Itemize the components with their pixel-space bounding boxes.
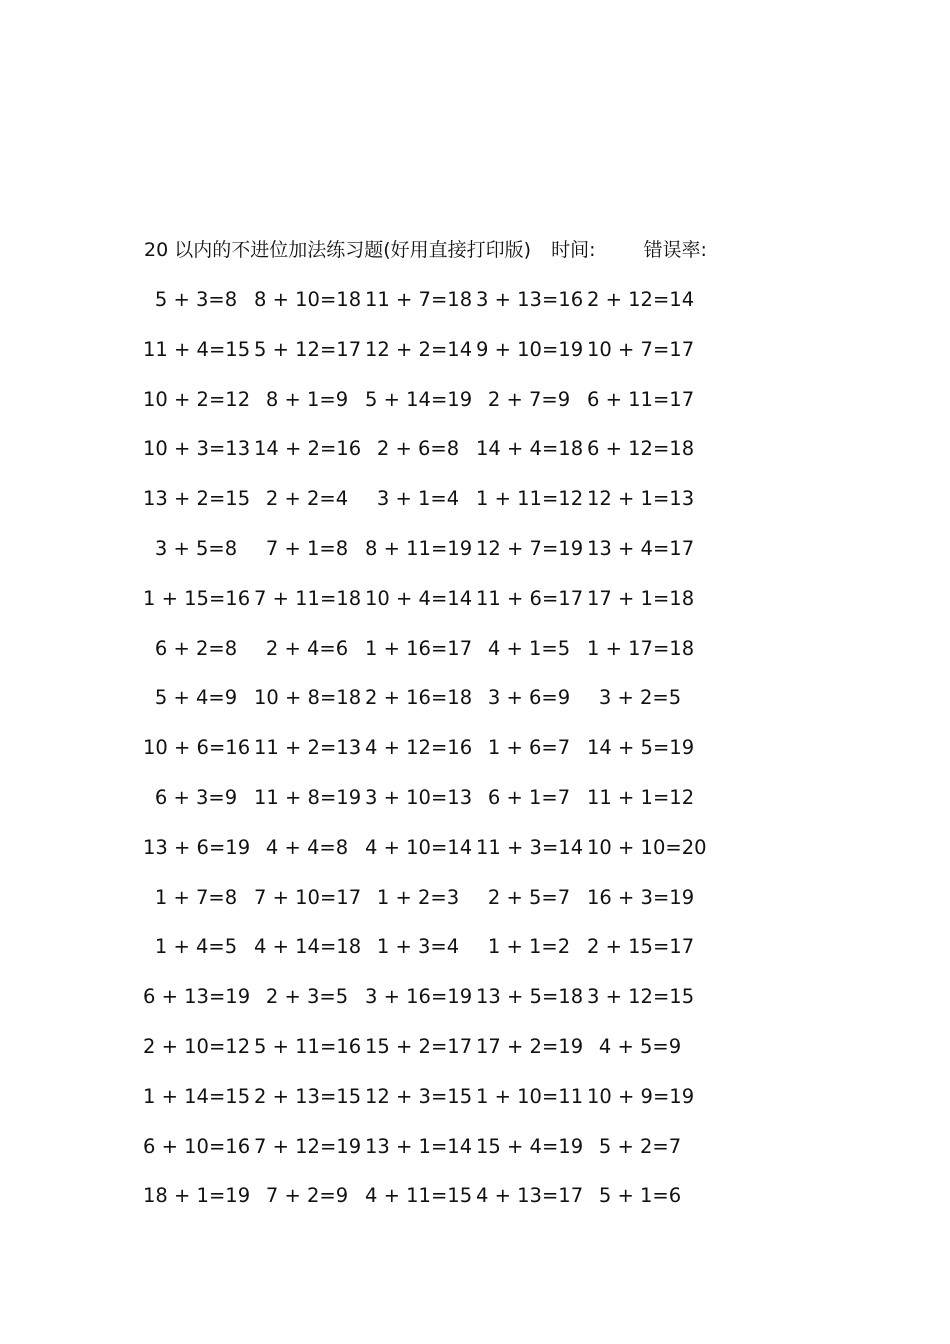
addition-problem: 3 + 16=19	[365, 985, 473, 1009]
addition-problem: 2 + 7=9	[487, 387, 571, 411]
addition-problem: 4 + 1=5	[487, 636, 571, 660]
addition-problem: 10 + 3=13	[143, 437, 251, 461]
addition-problem: 1 + 14=15	[143, 1084, 251, 1108]
addition-problem: 6 + 13=19	[143, 985, 251, 1009]
addition-problem: 14 + 2=16	[254, 437, 362, 461]
addition-problem: 13 + 5=18	[476, 985, 584, 1009]
addition-problem: 8 + 10=18	[254, 288, 362, 311]
addition-problem: 4 + 5=9	[598, 1034, 682, 1058]
problem-row	[0, 385, 950, 435]
addition-problem: 6 + 2=8	[154, 636, 238, 660]
problem-row	[0, 1032, 950, 1082]
addition-problem: 1 + 11=12	[476, 487, 584, 511]
problem-row	[0, 932, 950, 982]
addition-problem: 9 + 10=19	[476, 337, 584, 361]
problem-row	[0, 634, 950, 684]
addition-problem: 15 + 4=19	[476, 1134, 584, 1158]
worksheet-header	[144, 235, 707, 265]
addition-problem: 12 + 2=14	[365, 337, 473, 361]
addition-problem: 2 + 16=18	[365, 686, 473, 710]
addition-problem: 3 + 13=16	[476, 288, 584, 311]
addition-problem: 6 + 1=7	[487, 785, 571, 809]
problem-row	[0, 982, 950, 1032]
addition-problem: 12 + 1=13	[587, 487, 695, 511]
addition-problem: 4 + 14=18	[254, 935, 362, 959]
addition-problem: 3 + 5=8	[154, 536, 238, 560]
addition-problem: 1 + 16=17	[365, 636, 473, 660]
addition-problem: 11 + 6=17	[476, 586, 584, 610]
addition-problem: 4 + 4=8	[265, 835, 349, 859]
addition-problem: 2 + 4=6	[265, 636, 349, 660]
addition-problem: 5 + 4=9	[154, 686, 238, 710]
addition-problem: 11 + 8=19	[254, 785, 362, 809]
problem-row	[0, 883, 950, 933]
addition-problem: 10 + 10=20	[587, 835, 707, 859]
addition-problem: 1 + 17=18	[587, 636, 695, 660]
addition-problem: 5 + 2=7	[598, 1134, 682, 1158]
addition-problem: 11 + 4=15	[143, 337, 251, 361]
error-rate-label: 错误率:	[643, 239, 707, 261]
addition-problem: 1 + 7=8	[154, 885, 238, 909]
problem-row	[0, 584, 950, 634]
addition-problem: 1 + 2=3	[376, 885, 460, 909]
addition-problem: 2 + 5=7	[487, 885, 571, 909]
addition-problem: 11 + 7=18	[365, 288, 473, 311]
problem-row	[0, 683, 950, 733]
addition-problem: 5 + 14=19	[365, 387, 473, 411]
problem-row	[0, 1181, 950, 1231]
problem-grid	[0, 285, 950, 1231]
addition-problem: 3 + 6=9	[487, 686, 571, 710]
addition-problem: 10 + 8=18	[254, 686, 362, 710]
problem-row	[0, 484, 950, 534]
addition-problem: 5 + 11=16	[254, 1034, 362, 1058]
addition-problem: 3 + 10=13	[365, 785, 473, 809]
addition-problem: 1 + 6=7	[487, 736, 571, 760]
addition-problem: 15 + 2=17	[365, 1034, 473, 1058]
addition-problem: 7 + 10=17	[254, 885, 362, 909]
time-label: 时间:	[551, 239, 596, 261]
addition-problem: 6 + 3=9	[154, 785, 238, 809]
addition-problem: 5 + 3=8	[154, 288, 238, 311]
addition-problem: 3 + 1=4	[376, 487, 460, 511]
addition-problem: 14 + 5=19	[587, 736, 695, 760]
problem-row	[0, 285, 950, 335]
addition-problem: 2 + 3=5	[265, 985, 349, 1009]
addition-problem: 1 + 10=11	[476, 1084, 584, 1108]
addition-problem: 5 + 1=6	[598, 1184, 682, 1208]
addition-problem: 7 + 2=9	[265, 1184, 349, 1208]
addition-problem: 17 + 2=19	[476, 1034, 584, 1058]
problem-row	[0, 733, 950, 783]
problem-row	[0, 1132, 950, 1182]
addition-problem: 13 + 2=15	[143, 487, 251, 511]
addition-problem: 2 + 6=8	[376, 437, 460, 461]
addition-problem: 4 + 10=14	[365, 835, 473, 859]
addition-problem: 8 + 1=9	[265, 387, 349, 411]
addition-problem: 13 + 4=17	[587, 536, 695, 560]
addition-problem: 2 + 12=14	[587, 288, 695, 311]
addition-problem: 6 + 10=16	[143, 1134, 251, 1158]
addition-problem: 5 + 12=17	[254, 337, 362, 361]
problem-row	[0, 833, 950, 883]
addition-problem: 16 + 3=19	[587, 885, 695, 909]
addition-problem: 11 + 1=12	[587, 785, 695, 809]
addition-problem: 2 + 2=4	[265, 487, 349, 511]
addition-problem: 4 + 13=17	[476, 1184, 584, 1208]
problem-row	[0, 783, 950, 833]
addition-problem: 4 + 11=15	[365, 1184, 473, 1208]
problem-row	[0, 1082, 950, 1132]
addition-problem: 17 + 1=18	[587, 586, 695, 610]
addition-problem: 10 + 2=12	[143, 387, 251, 411]
addition-problem: 10 + 4=14	[365, 586, 473, 610]
worksheet-title: 20 以内的不进位加法练习题(好用直接打印版)	[144, 239, 532, 261]
addition-problem: 7 + 12=19	[254, 1134, 362, 1158]
addition-problem: 2 + 15=17	[587, 935, 695, 959]
addition-problem: 11 + 3=14	[476, 835, 584, 859]
addition-problem: 7 + 1=8	[265, 536, 349, 560]
addition-problem: 1 + 1=2	[487, 935, 571, 959]
addition-problem: 10 + 9=19	[587, 1084, 695, 1108]
addition-problem: 1 + 3=4	[376, 935, 460, 959]
problem-row	[0, 534, 950, 584]
addition-problem: 13 + 1=14	[365, 1134, 473, 1158]
addition-problem: 14 + 4=18	[476, 437, 584, 461]
addition-problem: 3 + 12=15	[587, 985, 695, 1009]
addition-problem: 2 + 13=15	[254, 1084, 362, 1108]
problem-row	[0, 335, 950, 385]
addition-problem: 11 + 2=13	[254, 736, 362, 760]
addition-problem: 1 + 4=5	[154, 935, 238, 959]
addition-problem: 18 + 1=19	[143, 1184, 251, 1208]
addition-problem: 6 + 11=17	[587, 387, 695, 411]
addition-problem: 6 + 12=18	[587, 437, 695, 461]
addition-problem: 8 + 11=19	[365, 536, 473, 560]
addition-problem: 10 + 6=16	[143, 736, 251, 760]
addition-problem: 7 + 11=18	[254, 586, 362, 610]
addition-problem: 10 + 7=17	[587, 337, 695, 361]
addition-problem: 4 + 12=16	[365, 736, 473, 760]
addition-problem: 2 + 10=12	[143, 1034, 251, 1058]
addition-problem: 1 + 15=16	[143, 586, 251, 610]
addition-problem: 13 + 6=19	[143, 835, 251, 859]
problem-row	[0, 434, 950, 484]
addition-problem: 3 + 2=5	[598, 686, 682, 710]
addition-problem: 12 + 3=15	[365, 1084, 473, 1108]
addition-problem: 12 + 7=19	[476, 536, 584, 560]
